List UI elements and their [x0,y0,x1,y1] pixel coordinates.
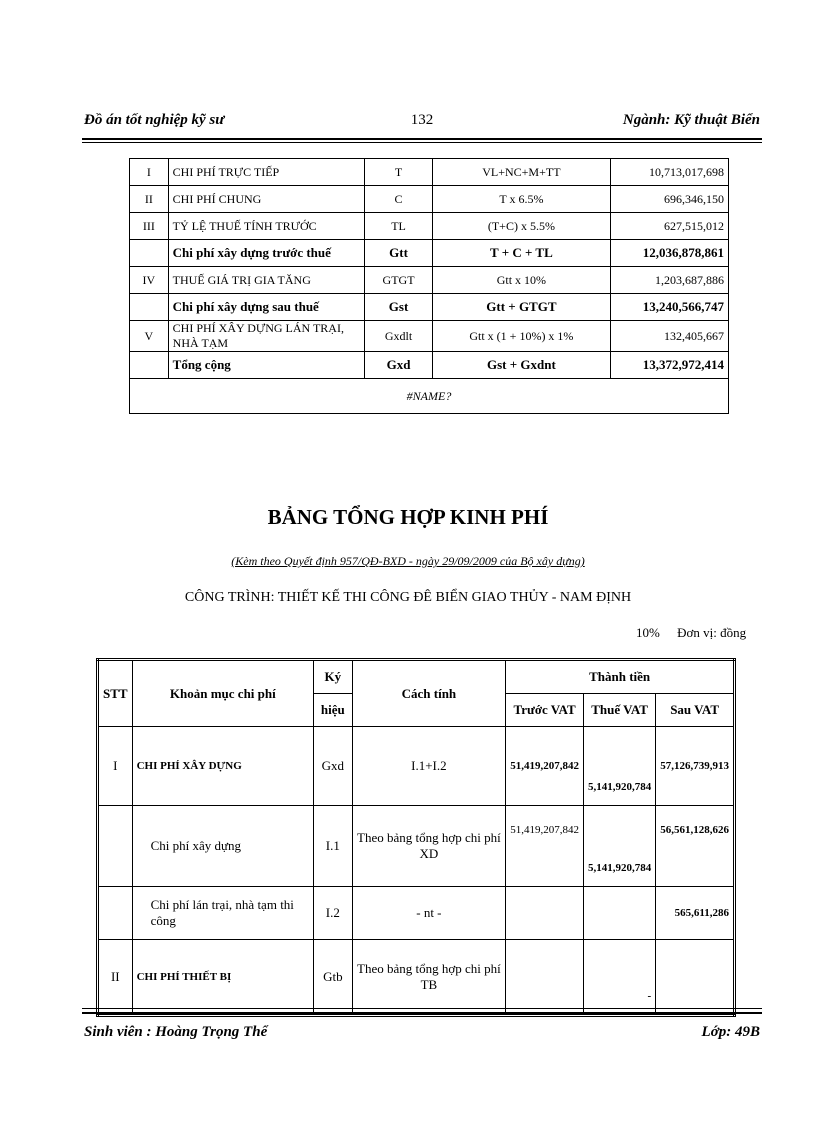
row-name: CHI PHÍ TRỰC TIẾP [168,159,364,186]
row-value: 12,036,878,861 [610,240,728,267]
header-symbol-1: Ký [314,660,352,694]
cost-table-construction [129,158,729,414]
row-symbol: Gst [364,294,432,321]
row-stt: I [98,727,133,806]
row-name: THUẾ GIÁ TRỊ GIA TĂNG [168,267,364,294]
row-post-vat [656,940,735,1016]
footer-class: Lớp: 49B [701,1024,760,1040]
row-vat: - [583,940,655,1016]
summary-title: BẢNG TỔNG HỢP KINH PHÍ [267,505,549,529]
row-item: Chi phí lán trại, nhà tạm thi công [132,887,314,940]
row-symbol: TL [364,213,432,240]
row-symbol: Gxdlt [364,321,432,352]
row-symbol: T [364,159,432,186]
row-formula: Gtt x (1 + 10%) x 1% [433,321,610,352]
table-row [130,159,729,186]
project-name: CÔNG TRÌNH: THIẾT KẾ THI CÔNG ĐÊ BIỂN GIAO THỦY - NAM ĐỊNH [184,590,632,605]
table-row [130,240,729,267]
row-number: IV [130,267,169,294]
header-stt: STT [98,660,133,727]
row-stt: II [98,940,133,1016]
row-item: Chi phí xây dựng [132,806,314,887]
row-value: 13,240,566,747 [610,294,728,321]
row-pre-vat [506,940,584,1016]
row-symbol: Gtb [314,940,352,1016]
row-number [130,352,169,379]
row-value: 1,203,687,886 [610,267,728,294]
table-row [98,806,735,887]
row-number [130,294,169,321]
row-symbol: C [364,186,432,213]
row-symbol: I.1 [314,806,352,887]
footer-student: Sinh viên : Hoàng Trọng Thể [84,1024,268,1040]
row-formula: (T+C) x 5.5% [433,213,610,240]
table-row [130,352,729,379]
header-left: Đồ án tốt nghiệp kỹ sư [84,112,225,128]
row-number: V [130,321,169,352]
row-formula: Gst + Gxdnt [433,352,610,379]
row-post-vat: 565,611,286 [656,887,735,940]
row-name: TỶ LỆ THUẾ TÍNH TRƯỚC [168,213,364,240]
row-symbol: Gxd [364,352,432,379]
page-header [84,112,760,132]
table-header-row [98,660,735,694]
row-number: II [130,186,169,213]
row-stt [98,806,133,887]
table-row [98,727,735,806]
row-calc: Theo bảng tổng hợp chi phí XD [352,806,506,887]
row-stt [98,887,133,940]
row-item: CHI PHÍ XÂY DỰNG [132,727,314,806]
row-value: 132,405,667 [610,321,728,352]
row-symbol: GTGT [364,267,432,294]
row-pre-vat [506,887,584,940]
row-pre-vat: 51,419,207,842 [506,727,584,806]
row-vat: 5,141,920,784 [583,727,655,806]
row-vat [583,887,655,940]
table-row [130,267,729,294]
row-formula: Gtt x 10% [433,267,610,294]
footer-rule-thin [82,1008,762,1009]
row-value: 696,346,150 [610,186,728,213]
row-calc: I.1+I.2 [352,727,506,806]
row-formula: T + C + TL [433,240,610,267]
header-rule-thin [82,142,762,143]
header-rule [82,138,762,140]
header-symbol-2: hiệu [314,694,352,727]
row-calc: - nt - [352,887,506,940]
unit-line [636,625,760,641]
row-name: Chi phí xây dựng sau thuế [168,294,364,321]
row-formula: VL+NC+M+TT [433,159,610,186]
error-cell: #NAME? [130,379,729,414]
header-post-vat: Sau VAT [656,694,735,727]
row-number [130,240,169,267]
footer-rule [82,1012,762,1014]
header-right: Ngành: Kỹ thuật Biển [622,112,760,128]
header-item: Khoản mục chi phí [132,660,314,727]
table-row [130,321,729,352]
row-value: 627,515,012 [610,213,728,240]
header-total: Thành tiền [506,660,735,694]
summary-table [96,658,736,1017]
row-value: 13,372,972,414 [610,352,728,379]
header-pre-vat: Trước VAT [506,694,584,727]
row-number: I [130,159,169,186]
row-formula: T x 6.5% [433,186,610,213]
table-row [98,940,735,1016]
page-number: 132 [410,112,434,128]
row-number: III [130,213,169,240]
row-name: Tổng cộng [168,352,364,379]
page-footer [84,1024,760,1044]
header-vat: Thuế VAT [583,694,655,727]
header-calc: Cách tính [352,660,506,727]
row-symbol: I.2 [314,887,352,940]
table-row [98,887,735,940]
row-symbol: Gtt [364,240,432,267]
row-name: CHI PHÍ XÂY DỰNG LÁN TRẠI, NHÀ TẠM [168,321,364,352]
row-symbol: Gxd [314,727,352,806]
table-row [130,213,729,240]
row-value: 10,713,017,698 [610,159,728,186]
table-row [130,294,729,321]
table-row [130,186,729,213]
row-post-vat: 57,126,739,913 [656,727,735,806]
row-name: Chi phí xây dựng trước thuế [168,240,364,267]
row-formula: Gtt + GTGT [433,294,610,321]
row-name: CHI PHÍ CHUNG [168,186,364,213]
row-calc: Theo bảng tổng hợp chi phí TB [352,940,506,1016]
row-vat: 5,141,920,784 [583,806,655,887]
table-footer-row [130,379,729,414]
currency-unit: Đơn vị: đồng [677,625,747,640]
row-post-vat: 56,561,128,626 [656,806,735,887]
summary-subtitle: (Kèm theo Quyết định 957/QĐ-BXD - ngày 29/09/2009 của Bộ xây dựng) [231,554,585,568]
row-pre-vat: 51,419,207,842 [506,806,584,887]
vat-rate: 10% [636,625,660,640]
row-item: CHI PHÍ THIẾT BỊ [132,940,314,1016]
